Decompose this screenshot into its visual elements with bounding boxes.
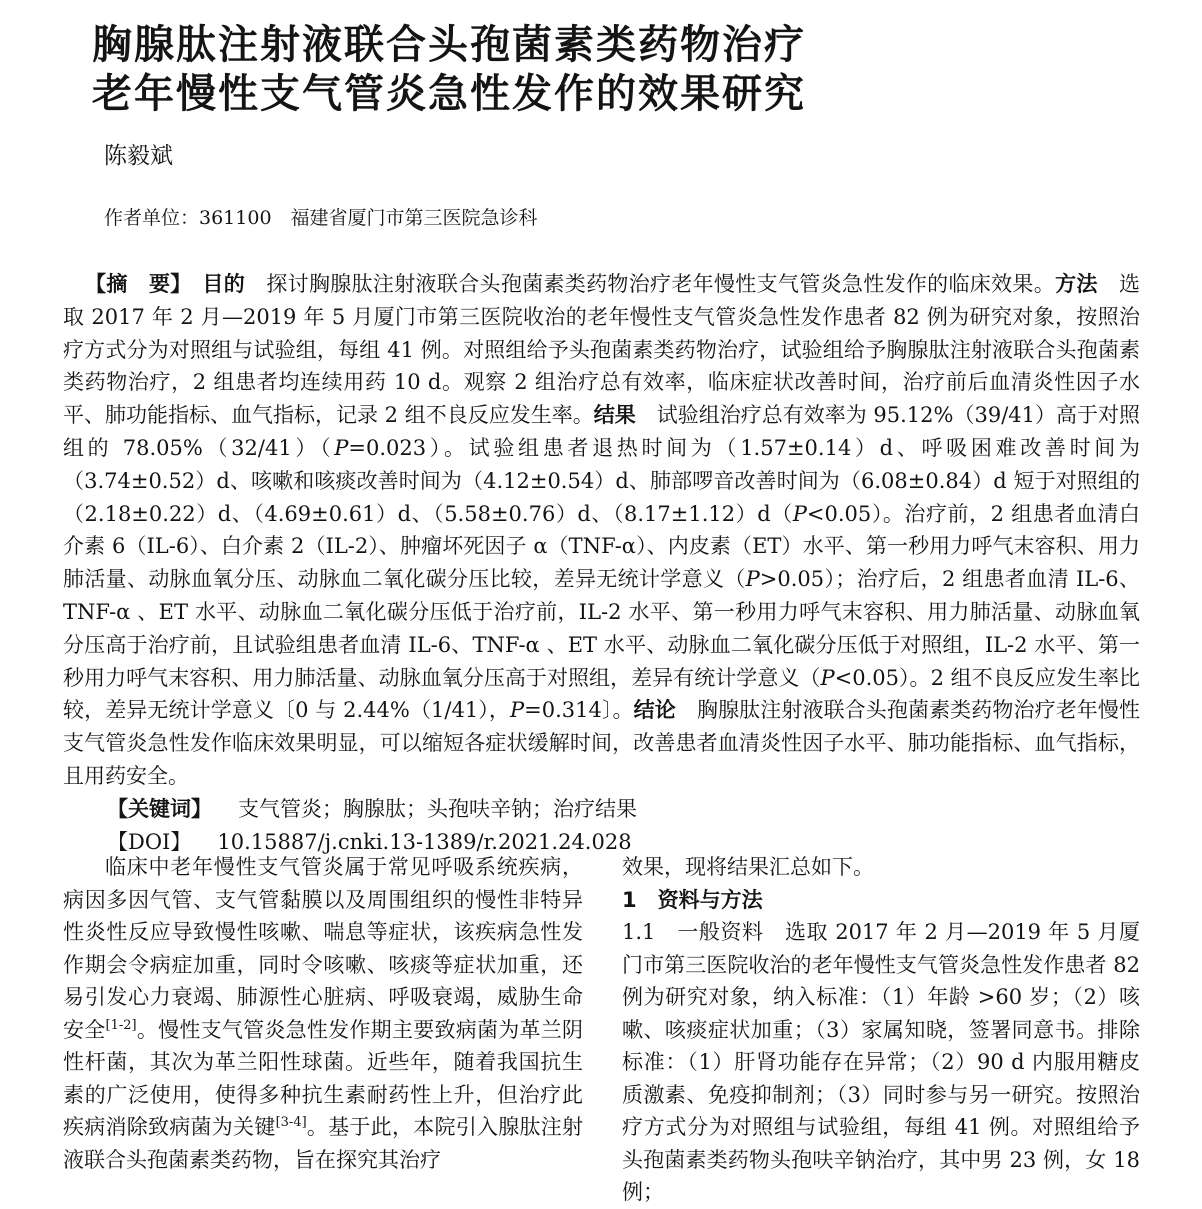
section-1-1-paragraph: 1.1 一般资料 选取 2017 年 2 月—2019 年 5 月厦门市第三医院收治的老年慢性支气管炎急性发作患者 82 例为研究对象，纳入标准：（1）年龄 >60 岁；（2）咳嗽、咳痰症状加重；（3）家属知晓，签署同意书。排除标准：（1）肝肾功能存在异常；（2）90 d 内服用糖皮质激素、免疫抑制剂；（3）同时参与另一研究。按照治疗方式分为对照组与试验组，每组 41 例。对照组给予头孢菌素类药物头孢呋辛钠治疗，其中男 23 例，女 18 例； <box>622 920 1140 1204</box>
keywords-label: 【关键词】 <box>107 796 212 821</box>
two-column-body <box>63 851 1140 1209</box>
paper-title-line2: 老年慢性支气管炎急性发作的效果研究 <box>92 70 806 117</box>
section-1-heading: 1 资料与方法 <box>622 887 763 912</box>
keywords-line <box>63 793 1140 826</box>
intro-paragraph-continuation: 效果，现将结果汇总如下。 <box>622 855 874 879</box>
keywords-text: 支气管炎；胸腺肽；头孢呋辛钠；治疗结果 <box>238 796 637 821</box>
doi-value: 10.15887/j.cnki.13-1389/r.2021.24.028 <box>217 829 632 854</box>
doi-label: 【DOI】 <box>107 829 192 854</box>
left-column <box>63 851 583 1209</box>
abstract-paragraph: 【摘 要】 目的 探讨胸腺肽注射液联合头孢菌素类药物治疗老年慢性支气管炎急性发作的临床效果。方法 选取 2017 年 2 月—2019 年 5 月厦门市第三医院收治的老年慢性支气管炎急性发作患者 82 例为研究对象，按照治疗方式分为对照组与试验组，每组 41 例。对照组给予头孢菌素类药物治疗，试验组给予胸腺肽注射液联合头孢菌素类药物治疗，2 组患者均连续用药 10 d。观察 2 组治疗总有效率，临床症状改善时间，治疗前后血清炎性因子水平、肺功能指标、血气指标，记录 2 组不良反应发生率。结果 试验组治疗总有效率为 95.12%（39/41）高于对照组的 78.05%（32/41）（P=0.023）。试验组患者退热时间为（1.57±0.14）d、呼吸困难改善时间为（3.74±0.52）d、咳嗽和咳痰改善时间为（4.12±0.54）d、肺部啰音改善时间为（6.08±0.84）d 短于对照组的（2.18±0.22）d、（4.69±0.61）d、（5.58±0.76）d、（8.17±1.12）d（P<0.05）。治疗前，2 组患者血清白介素 6（IL-6）、白介素 2（IL-2）、肿瘤坏死因子 α（TNF-α）、内皮素（ET）水平、第一秒用力呼气末容积、用力肺活量、动脉血氧分压、动脉血二氧化碳分压比较，差异无统计学意义（P>0.05）；治疗后，2 组患者血清 IL-6、TNF-α 、ET 水平、动脉血二氧化碳分压低于治疗前，IL-2 水平、第一秒用力呼气末容积、用力肺活量、动脉血氧分压高于治疗前，且试验组患者血清 IL-6、TNF-α 、ET 水平、动脉血二氧化碳分压低于对照组，IL-2 水平、第一秒用力呼气末容积、用力肺活量、动脉血氧分压高于对照组，差异有统计学意义（P<0.05）。2 组不良反应发生率比较，差异无统计学意义〔0 与 2.44%（1/41），P=0.314〕。结论 胸腺肽注射液联合头孢菌素类药物治疗老年慢性支气管炎急性发作临床效果明显，可以缩短各症状缓解时间，改善患者血清炎性因子水平、肺功能指标、血气指标，且用药安全。 <box>63 272 1141 788</box>
paper-title <box>92 20 806 118</box>
right-column <box>622 851 1140 1209</box>
intro-paragraph: 临床中老年慢性支气管炎属于常见呼吸系统疾病，病因多因气管、支气管黏膜以及周围组织的慢性非特异性炎性反应导致慢性咳嗽、喘息等症状，该疾病急性发作期会令病症加重，同时令咳嗽、咳痰等症状加重，还易引发心力衰竭、肺源性心脏病、呼吸衰竭，威胁生命安全[1-2]。慢性支气管炎急性发作期主要致病菌为革兰阴性杆菌，其次为革兰阳性球菌。近些年，随着我国抗生素的广泛使用，使得多种抗生素耐药性上升，但治疗此疾病消除致病菌为关键[3-4]。基于此，本院引入腺肽注射液联合头孢菌素类药物，旨在探究其治疗 <box>63 855 584 1172</box>
author-affiliation: 作者单位：361100 福建省厦门市第三医院急诊科 <box>104 207 538 229</box>
abstract-block <box>63 268 1140 858</box>
author-name: 陈毅斌 <box>104 143 173 169</box>
paper-title-line1: 胸腺肽注射液联合头孢菌素类药物治疗 <box>92 21 806 68</box>
